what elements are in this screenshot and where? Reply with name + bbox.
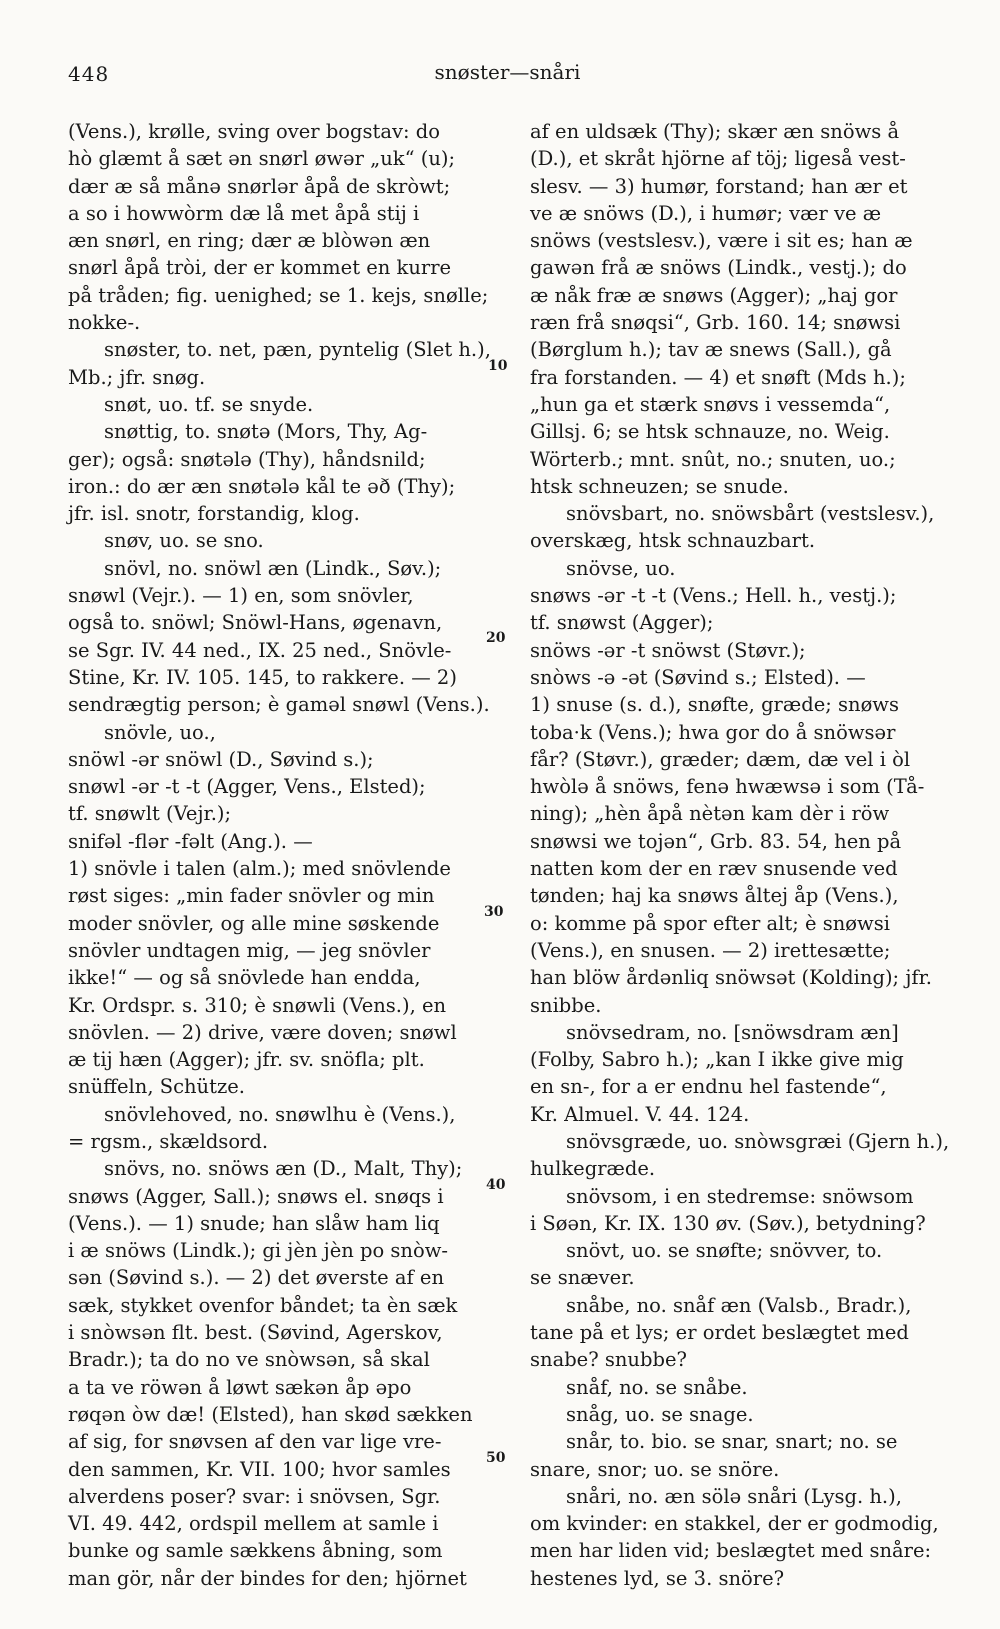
right-column-line: o: komme på spor efter alt; è snøwsi [530, 911, 890, 935]
left-column-line: snøwl -ər -t -t (Agger, Vens., Elsted); [68, 775, 426, 799]
right-column-line: natten kom der en ræv snusende ved [530, 857, 898, 881]
right-column-line: men har liden vid; beslægtet med snåre: [530, 1539, 932, 1563]
left-column-line: snøster, to. net, pæn, pyntelig (Slet h.), [104, 338, 491, 362]
right-column-line: fra forstanden. — 4) et snøft (Mds h.); [530, 365, 906, 389]
right-column-line: får? (Støvr.), græder; dæm, dæ vel i òl [530, 747, 911, 771]
right-column-line: snövsedram, no. [snöwsdram æn] [566, 1020, 899, 1044]
right-column-line: overskæg, htsk schnauzbart. [530, 529, 816, 553]
right-column-line: i Søən, Kr. IX. 130 øv. (Søv.), betydning? [530, 1211, 926, 1235]
left-column-line: VI. 49. 442, ordspil mellem at samle i [68, 1512, 439, 1536]
left-column-line: den sammen, Kr. VII. 100; hvor samles [68, 1457, 451, 1481]
left-column-line: (Vens.), krølle, sving over bogstav: do [68, 120, 440, 143]
left-column-line: alverdens poser? svar: i snövsen, Sgr. [68, 1484, 441, 1508]
left-column-line: æ tij hæn (Agger); jfr. sv. snöfla; plt. [68, 1048, 425, 1072]
left-column-line: røst siges: „min fader snövler og min [68, 884, 435, 908]
right-column-line: „hun ga et stærk snøvs i vessemda“, [530, 392, 891, 416]
right-column-line: en sn-, for a er endnu hel fastende“, [530, 1075, 887, 1099]
right-column-line: se snæver. [530, 1266, 635, 1290]
left-column-line: hò glæmt å sæt ən snørl øwər „uk“ (u); [68, 147, 456, 171]
running-head: snøster—snåri [434, 60, 581, 84]
left-column-line: snövs, no. snöws æn (D., Malt, Thy); [104, 1157, 463, 1181]
right-column-line: snåbe, no. snåf æn (Valsb., Bradr.), [566, 1293, 912, 1317]
line-number-10: 10 [488, 358, 508, 374]
line-number-30: 30 [484, 904, 504, 920]
left-column-line: snüffeln, Schütze. [68, 1075, 245, 1099]
left-column-line: snövle, uo., [104, 720, 216, 744]
left-column-line: bunke og samle sækkens åbning, som [68, 1539, 443, 1563]
right-column-line: snöws -ər -t snöwst (Støvr.); [530, 638, 806, 662]
right-column-line: hulkegræde. [530, 1157, 656, 1181]
right-column-line: Gillsj. 6; se htsk schnauze, no. Weig. [530, 420, 890, 444]
column-gutter [510, 118, 511, 1538]
left-column-line: snövler undtagen mig, — jeg snövler [68, 938, 431, 962]
left-column-line: 1) snövle i talen (alm.); med snövlende [68, 857, 451, 881]
left-column-line: i æ snöws (Lindk.); gi jèn jèn po snòw- [68, 1239, 449, 1263]
left-column-line: ikke!“ — og så snövlede han endda, [68, 966, 421, 990]
left-column-line: snørl åpå tròi, der er kommet en kurre [68, 256, 452, 280]
left-column-line: tf. snøwlt (Vejr.); [68, 802, 232, 826]
right-column-line: (D.), et skråt hjörne af töj; ligeså vest- [530, 147, 906, 171]
line-number-50: 50 [486, 1450, 506, 1466]
left-column-line: Stine, Kr. IV. 105. 145, to rakkere. — 2) [68, 665, 457, 689]
left-column-line: iron.: do ær æn snøtələ kål te əð (Thy); [68, 474, 456, 498]
left-column-line: af sig, for snøvsen af den var lige vre- [68, 1430, 442, 1454]
left-column-line: i snòwsən flt. best. (Søvind, Agerskov, [68, 1321, 443, 1345]
right-column-line: ræn frå snøqsi“, Grb. 160. 14; snøwsi [530, 311, 901, 335]
left-column-line: snøws (Agger, Sall.); snøws el. snøqs i [68, 1184, 444, 1208]
right-column-line: tane på et lys; er ordet beslægtet med [530, 1321, 909, 1345]
left-column-line: se Sgr. IV. 44 ned., IX. 25 ned., Snövle- [68, 638, 452, 662]
right-column-line: tf. snøwst (Agger); [530, 611, 714, 635]
right-column-line: snåg, uo. se snage. [566, 1402, 754, 1426]
left-column-line: snövlehoved, no. snøwlhu è (Vens.), [104, 1102, 456, 1126]
right-column-line: snöws (vestslesv.), være i sit es; han æ [530, 229, 913, 253]
right-column-line: snibbe. [530, 993, 602, 1017]
left-column-line: snövl, no. snöwl æn (Lindk., Søv.); [104, 556, 442, 580]
left-column-line: moder snövler, og alle mine søskende [68, 911, 440, 935]
left-column-line: snövlen. — 2) drive, være doven; snøwl [68, 1020, 457, 1044]
right-column-line: han blöw årdənliq snöwsət (Kolding); jfr. [530, 966, 932, 990]
right-column-line: ve æ snöws (D.), i humør; vær ve æ [530, 201, 882, 225]
left-column-line: nokke-. [68, 311, 141, 335]
left-column-line: man gör, når der bindes for den; hjörnet [68, 1566, 467, 1590]
left-column-line: æn snørl, en ring; dær æ blòwən æn [68, 229, 431, 253]
right-column-line: slesv. — 3) humør, forstand; han ær et [530, 174, 908, 198]
right-column-line: snövsbart, no. snöwsbårt (vestslesv.), [566, 502, 935, 526]
left-column-line: a so i howwòrm dæ lå met åpå stij i [68, 201, 420, 225]
right-column-line: snåri, no. æn sölə snåri (Lysg. h.), [566, 1484, 902, 1508]
left-column-line: også to. snöwl; Snöwl-Hans, øgenavn, [68, 611, 443, 635]
left-column-line: a ta ve röwən å løwt sækən åp əpo [68, 1375, 412, 1399]
left-column-line: dær æ så månə snørlər åpå de skròwt; [68, 174, 451, 198]
page-number: 448 [68, 62, 110, 86]
right-column-line: tønden; haj ka snøws åltej åp (Vens.), [530, 884, 899, 908]
right-column-line: snår, to. bio. se snar, snart; no. se [566, 1430, 898, 1454]
left-column-line: sən (Søvind s.). — 2) det øverste af en [68, 1266, 445, 1290]
right-column [530, 118, 975, 1592]
right-column-line: æ nåk fræ æ snøws (Agger); „haj gor [530, 283, 898, 307]
right-column-line: snòws -ə -ət (Søvind s.; Elsted). — [530, 665, 866, 689]
left-column-line: snöwl -ər snöwl (D., Søvind s.); [68, 747, 374, 771]
right-column-line: snøwsi we tojən“, Grb. 83. 54, hen på [530, 829, 902, 853]
left-column [68, 118, 508, 1592]
right-column-line: snövse, uo. [566, 556, 676, 580]
right-column-line: ning); „hèn åpå nètən kam dèr i röw [530, 802, 890, 826]
right-column-line: snabe? snubbe? [530, 1348, 687, 1372]
left-column-line: ger); også: snøtələ (Thy), håndsnild; [68, 447, 426, 471]
left-column-line: Bradr.); ta do no ve snòwsən, så skal [68, 1348, 430, 1372]
right-column-line: snare, snor; uo. se snöre. [530, 1457, 780, 1481]
right-column-line: 1) snuse (s. d.), snøfte, græde; snøws [530, 693, 900, 717]
left-column-line: = rgsm., skældsord. [68, 1129, 269, 1153]
right-column-line: toba·k (Vens.); hwa gor do å snöwsər [530, 720, 896, 744]
right-column-line: hwòlə å snöws, fenə hwæwsə i som (Tå- [530, 775, 925, 799]
left-column-line: snøwl (Vejr.). — 1) en, som snövler, [68, 584, 414, 608]
left-column-line: snøv, uo. se sno. [104, 529, 264, 553]
left-column-line: (Vens.). — 1) snude; han slåw ham liq [68, 1211, 440, 1235]
left-column-line: snøttig, to. snøtə (Mors, Thy, Ag- [104, 420, 428, 444]
right-column-line: gawən frå æ snöws (Lindk., vestj.); do [530, 256, 907, 280]
right-column-line: snøws -ər -t -t (Vens.; Hell. h., vestj.); [530, 584, 897, 608]
right-column-line: af en uldsæk (Thy); skær æn snöws å [530, 120, 900, 143]
page-header [60, 58, 955, 92]
left-column-line: sendrægtig person; è gaməl snøwl (Vens.). [68, 693, 490, 717]
right-column-line: snövsgræde, uo. snòwsgræi (Gjern h.), [566, 1129, 950, 1153]
right-column-line: snåf, no. se snåbe. [566, 1375, 748, 1399]
right-column-line: (Folby, Sabro h.); „kan I ikke give mig [530, 1048, 904, 1072]
left-column-line: Mb.; jfr. snøg. [68, 365, 206, 389]
right-column-line: Kr. Almuel. V. 44. 124. [530, 1102, 750, 1126]
right-column-line: htsk schneuzen; se snude. [530, 474, 789, 498]
line-number-20: 20 [486, 630, 506, 646]
right-column-line: hestenes lyd, se 3. snöre? [530, 1566, 785, 1590]
line-number-40: 40 [486, 1177, 506, 1193]
right-column-line: om kvinder: en stakkel, der er godmodig, [530, 1512, 939, 1536]
right-column-line: (Vens.), en snusen. — 2) irettesætte; [530, 938, 891, 962]
right-column-line: snövt, uo. se snøfte; snövver, to. [566, 1239, 883, 1263]
left-column-line: jfr. isl. snotr, forstandig, klog. [68, 502, 360, 526]
left-column-line: snifəl -flər -fəlt (Ang.). — [68, 829, 313, 853]
right-column-line: snövsom, i en stedremse: snöwsom [566, 1184, 914, 1208]
left-column-line: på tråden; fig. uenighed; se 1. kejs, snølle; [68, 283, 489, 307]
left-column-line: sæk, stykket ovenfor båndet; ta èn sæk [68, 1293, 458, 1317]
left-column-line: Kr. Ordspr. s. 310; è snøwli (Vens.), en [68, 993, 447, 1017]
right-column-line: Wörterb.; mnt. snût, no.; snuten, uo.; [530, 447, 896, 471]
left-column-line: røqən òw dæ! (Elsted), han skød sækken [68, 1402, 473, 1426]
right-column-line: (Børglum h.); tav æ snews (Sall.), gå [530, 338, 892, 362]
left-column-line: snøt, uo. tf. se snyde. [104, 392, 314, 416]
